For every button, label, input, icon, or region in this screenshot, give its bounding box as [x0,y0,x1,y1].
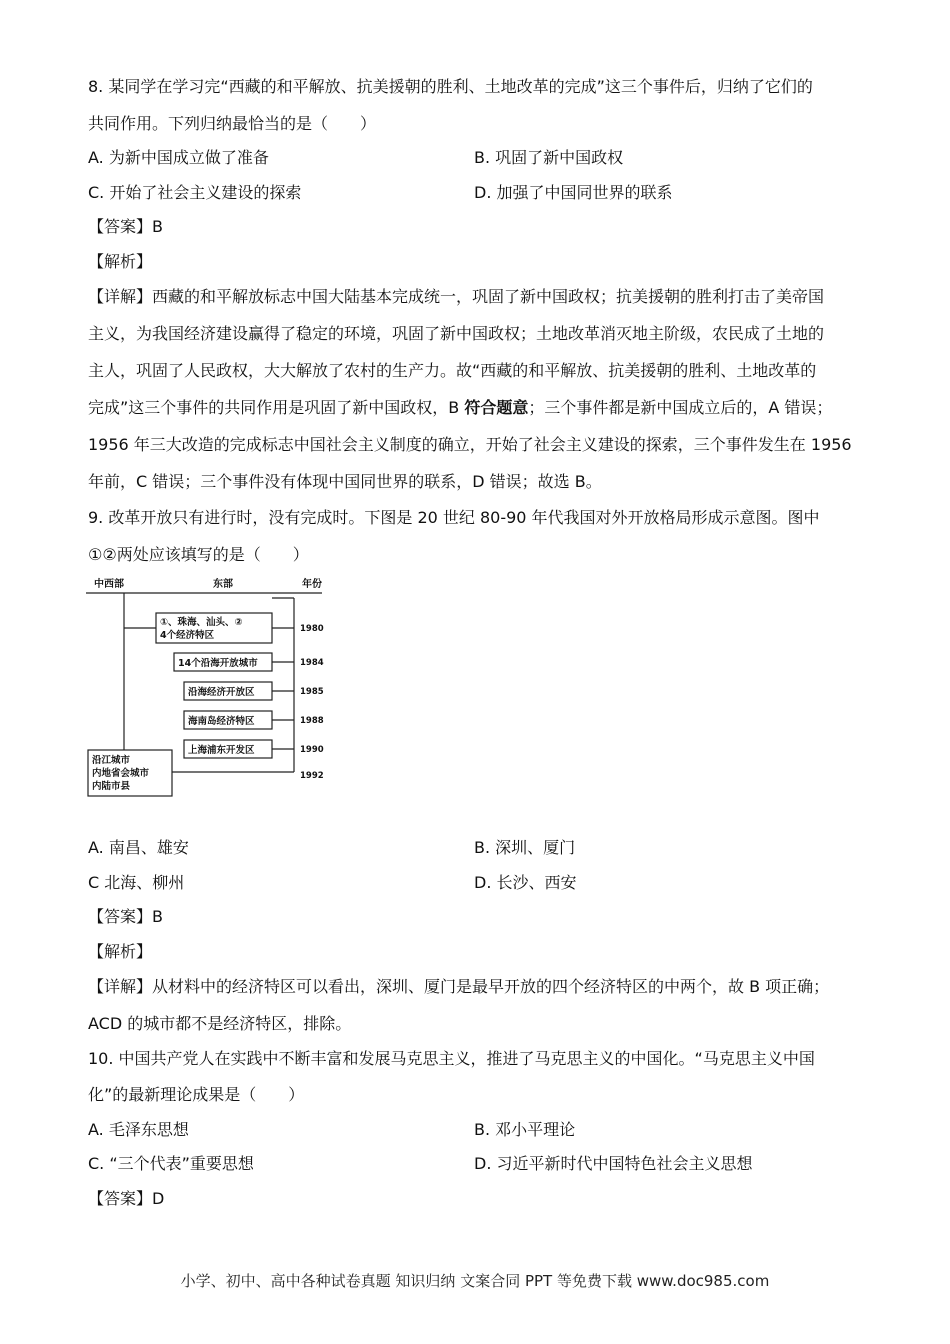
q8-answer: 【答案】B [88,217,163,236]
q10-option-d: D. 习近平新时代中国特色社会主义思想 [474,1154,753,1173]
diagram-box-pudong-label: 上海浦东开发区 [188,745,255,756]
q8-detail-line1: 【详解】西藏的和平解放标志中国大陆基本完成统一，巩固了新中国政权；抗美援朝的胜利打击了美帝国 [88,287,825,306]
q8-option-a: A. 为新中国成立做了准备 [88,148,269,167]
diagram-header-year: 年份 [302,579,322,590]
diagram-year-1992: 1992 [300,771,324,781]
diagram-header-east: 东部 [213,579,233,590]
q9-answer: 【答案】B [88,907,163,926]
diagram-year-1988: 1988 [300,716,324,726]
diagram-box-sez-line2: 4个经济特区 [160,630,215,641]
q8-detail-line2: 主义，为我国经济建设赢得了稳定的环境，巩固了新中国政权；土地改革消灭地主阶级，农民成了土地的 [88,324,825,343]
diagram-box-hainan-label: 海南岛经济特区 [188,716,255,727]
diagram-west-line1: 沿江城市 [92,755,131,766]
q8-analysis-label: 【解析】 [88,252,153,271]
q8-detail-line4 [88,397,832,419]
q8-stem-line1: 8. 某同学在学习完“西藏的和平解放、抗美援朝的胜利、土地改革的完成”这三个事件后，归纳了它们的 [88,77,813,96]
q9-stem-line2: ①②两处应该填写的是（ ） [88,545,309,564]
q8-detail-line4-emphasis: 符合题意 [464,398,529,417]
q9-option-c: C 北海、柳州 [88,873,185,892]
diagram-year-1990: 1990 [300,745,324,755]
q10-option-b: B. 邓小平理论 [474,1120,576,1139]
q8-option-b: B. 巩固了新中国政权 [474,148,624,167]
opening-up-pattern-diagram [86,574,336,800]
q9-detail-line2: ACD 的城市都不是经济特区，排除。 [88,1014,352,1033]
q10-option-c: C. “三个代表”重要思想 [88,1154,254,1173]
diagram-year-1984: 1984 [300,658,324,668]
footer-watermark: 小学、初中、高中各种试卷真题 知识归纳 文案合同 PPT 等免费下载 www.doc985.com [180,1272,770,1290]
diagram-box-sez-line1: ①、珠海、汕头、② [160,617,243,628]
diagram-west-line3: 内陆市县 [92,781,131,792]
q9-option-a: A. 南昌、雄安 [88,838,189,857]
q8-stem-line2: 共同作用。下列归纳最恰当的是（ ） [88,114,377,133]
q9-detail-line1: 【详解】从材料中的经济特区可以看出，深圳、厦门是最早开放的四个经济特区的中两个，故 B 项正确； [88,977,830,996]
q9-analysis-label: 【解析】 [88,942,153,961]
q8-option-d: D. 加强了中国同世界的联系 [474,183,673,202]
diagram-header-west: 中西部 [94,579,124,590]
diagram-year-1985: 1985 [300,687,324,697]
diagram-box-coastal-zones-label: 沿海经济开放区 [188,687,255,698]
q9-option-d: D. 长沙、西安 [474,873,577,892]
q8-detail-line4-part1: 完成”这三个事件的共同作用是巩固了新中国政权，B [88,398,465,417]
q8-detail-line6: 年前，C 错误；三个事件没有体现中国同世界的联系，D 错误；故选 B。 [88,472,602,491]
diagram-west-line2: 内地省会城市 [92,768,150,779]
q8-detail-line4-part3: ；三个事件都是新中国成立后的，A 错误； [528,398,833,417]
q9-stem-line1: 9. 改革开放只有进行时，没有完成时。下图是 20 世纪 80-90 年代我国对外开放格局形成示意图。图中 [88,508,820,527]
diagram-year-1980: 1980 [300,624,324,634]
q10-answer: 【答案】D [88,1189,165,1208]
q10-stem-line1: 10. 中国共产党人在实践中不断丰富和发展马克思主义，推进了马克思主义的中国化。“马克思主义中国 [88,1049,815,1068]
q10-option-a: A. 毛泽东思想 [88,1120,189,1139]
q8-option-c: C. 开始了社会主义建设的探索 [88,183,302,202]
q10-stem-line2: 化”的最新理论成果是（ ） [88,1085,305,1104]
q8-detail-line5: 1956 年三大改造的完成标志中国社会主义制度的确立，开始了社会主义建设的探索，三个事件发生在 1956 [88,435,852,454]
q8-detail-line3: 主人，巩固了人民政权，大大解放了农村的生产力。故“西藏的和平解放、抗美援朝的胜利、土地改革的 [88,361,817,380]
q9-option-b: B. 深圳、厦门 [474,838,576,857]
diagram-box-coastal-cities-label: 14个沿海开放城市 [178,658,258,669]
